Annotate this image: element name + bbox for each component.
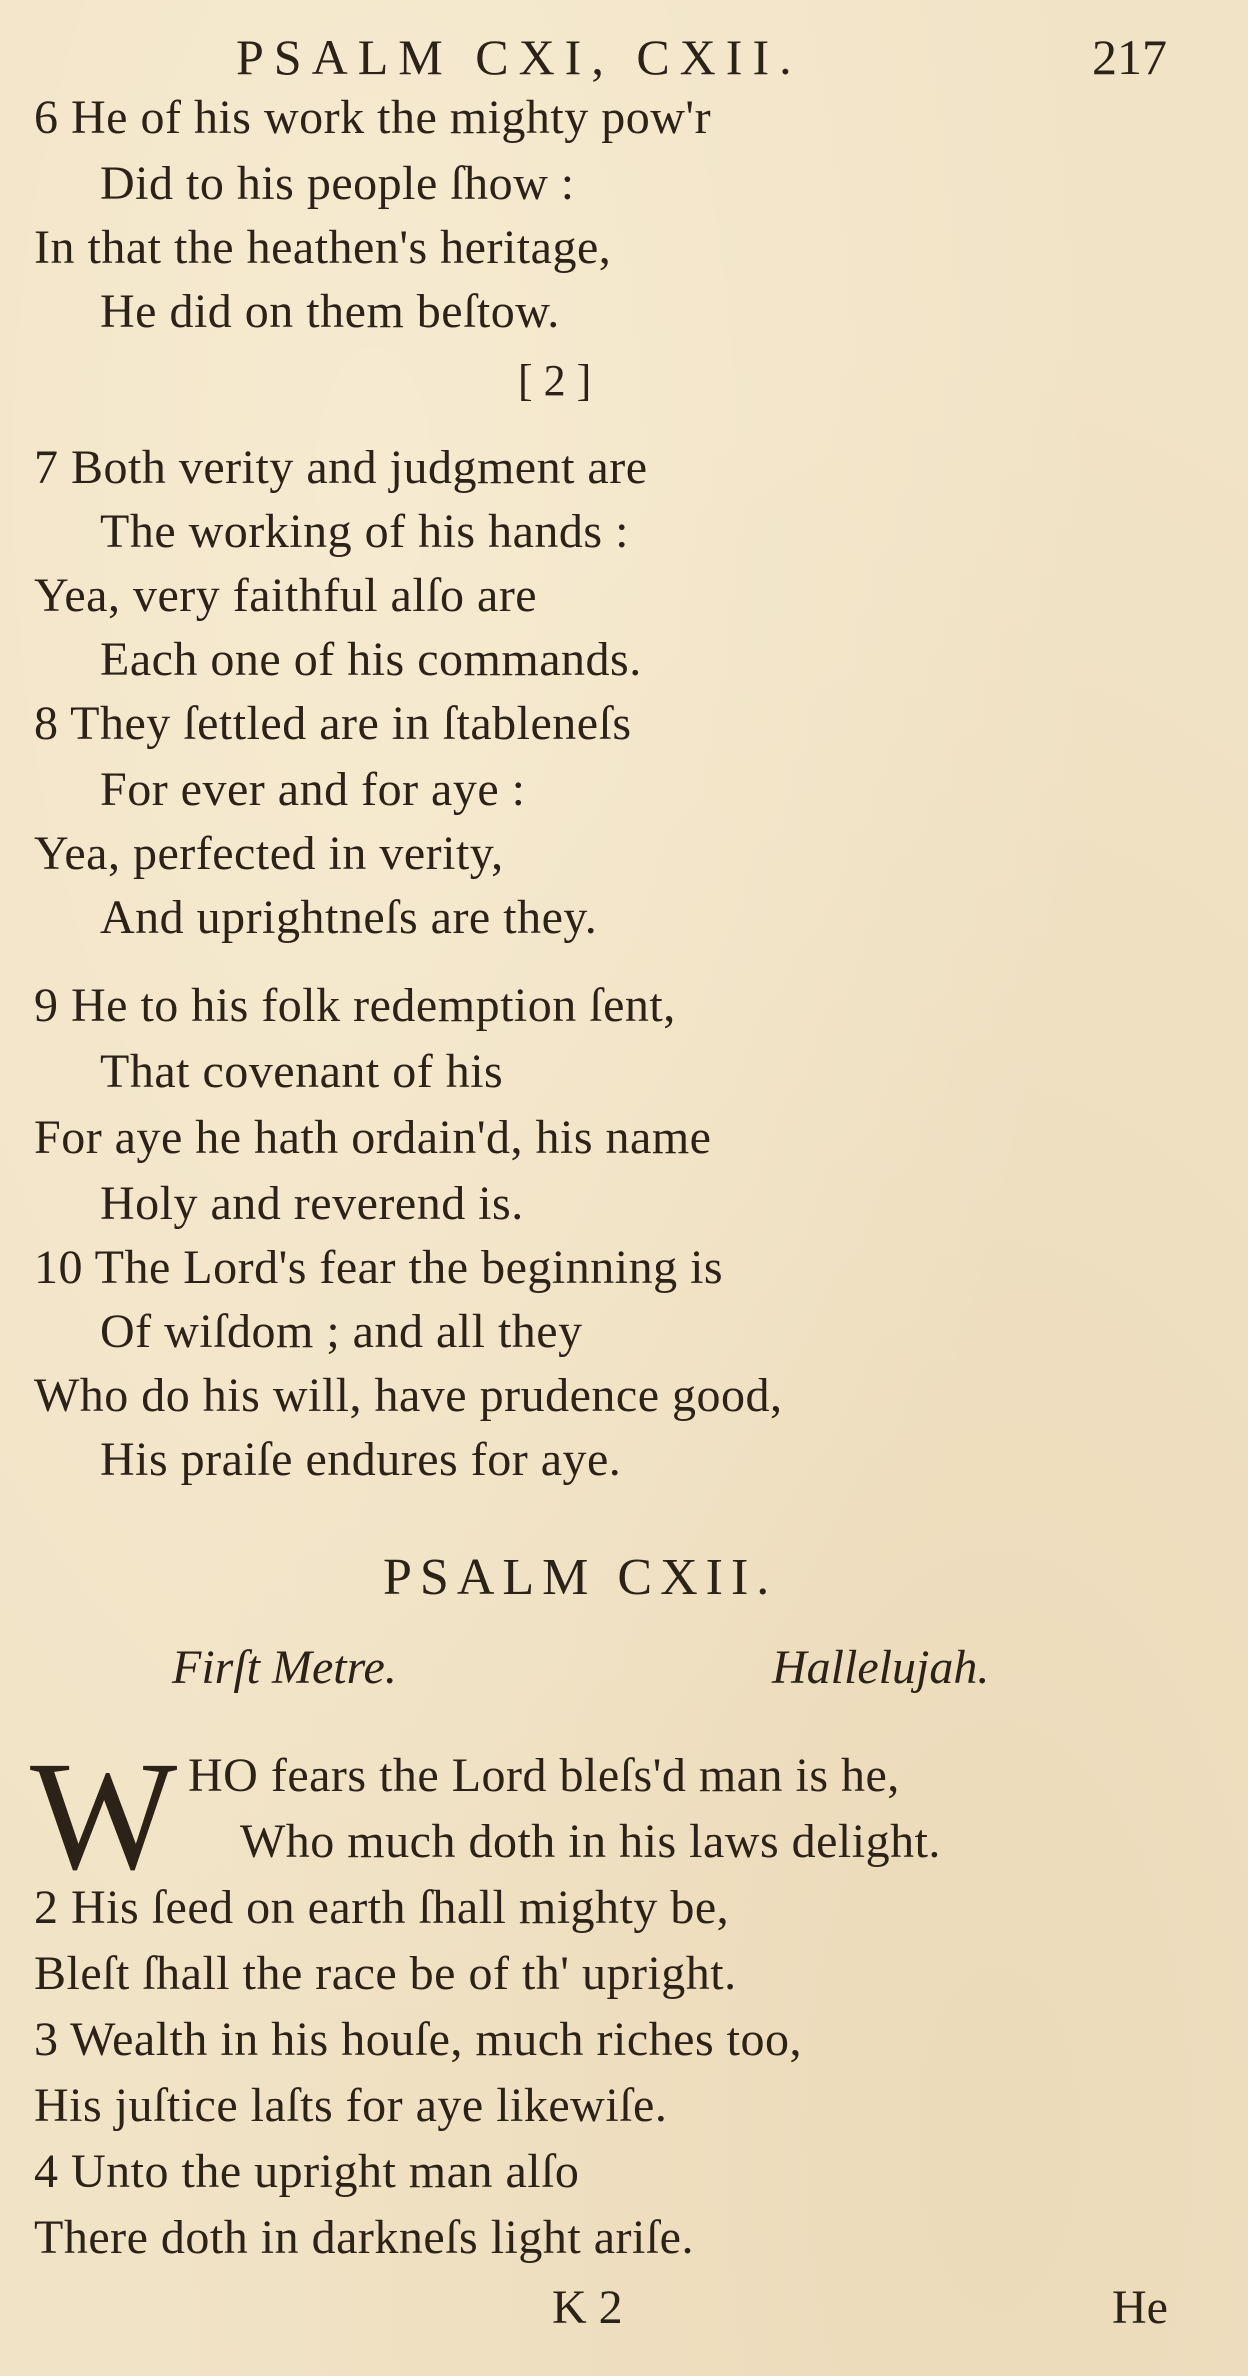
section-marker: [ 2 ] (518, 356, 592, 405)
verse-line: Who much doth in his laws delight. (240, 1815, 941, 1868)
page-number: 217 (1092, 29, 1167, 85)
verse-line: And uprightneſs are they. (100, 891, 598, 944)
verse-line: For aye he hath ordain'd, his name (34, 1111, 712, 1164)
verse-line: 7 Both verity and judgment are (34, 441, 648, 494)
verse-line: Of wiſdom ; and all they (100, 1305, 583, 1358)
catchword: He (1112, 2281, 1168, 2334)
psalm-title: PSALM CXII. (383, 1549, 778, 1606)
verse-line: Who do his will, have prudence good, (34, 1369, 783, 1422)
verse-line: In that the heathen's heritage, (34, 221, 612, 274)
verse-line: Did to his people ſhow : (100, 157, 575, 210)
metre-label: Firſt Metre. (172, 1641, 397, 1694)
drop-cap: W (30, 1729, 178, 1902)
verse-line: Bleſt ſhall the race be of th' upright. (34, 1947, 737, 2000)
verse-line: He did on them beſtow. (100, 285, 560, 338)
verse-line: Each one of his commands. (100, 633, 642, 686)
verse-line: 2 His ſeed on earth ſhall mighty be, (34, 1881, 730, 1934)
verse-line: 8 They ſettled are in ſtableneſs (34, 697, 632, 750)
verse-line: 6 He of his work the mighty pow'r (34, 91, 712, 144)
verse-line: 9 He to his folk redemption ſent, (34, 979, 676, 1032)
verse-line: Holy and reverend is. (100, 1177, 524, 1230)
verse-line: 10 The Lord's fear the beginning is (34, 1241, 724, 1294)
verse-line: Yea, very faithful alſo are (34, 569, 538, 622)
verse-line: There doth in darkneſs light ariſe. (34, 2211, 694, 2264)
verse-line: That covenant of his (100, 1045, 504, 1098)
signature-mark: K 2 (552, 2281, 623, 2334)
verse-line: Yea, perfected in verity, (34, 827, 504, 880)
verse-line: 3 Wealth in his houſe, much riches too, (34, 2013, 802, 2066)
running-title: PSALM CXI, CXII. (236, 29, 802, 85)
verse-line: His praiſe endures for aye. (100, 1433, 622, 1486)
verse-line: For ever and for aye : (100, 763, 526, 816)
verse-line: The working of his hands : (100, 505, 629, 558)
verse-line: 4 Unto the upright man alſo (34, 2145, 580, 2198)
verse-line: HO fears the Lord bleſs'd man is he, (188, 1749, 900, 1802)
tune-label: Hallelujah. (772, 1641, 990, 1694)
verse-line: His juſtice laſts for aye likewiſe. (34, 2079, 668, 2132)
